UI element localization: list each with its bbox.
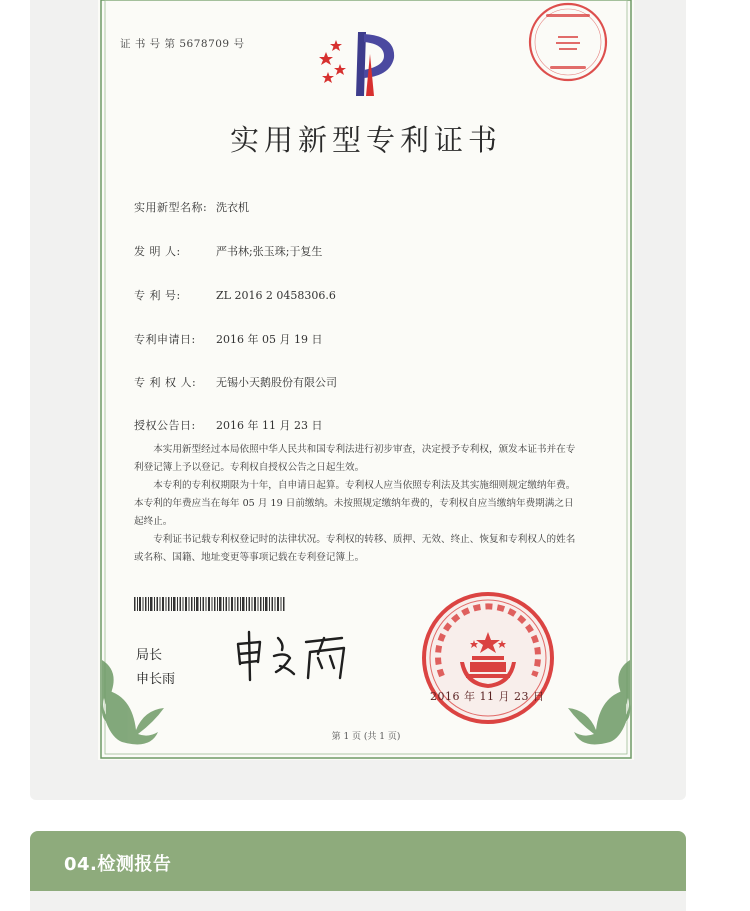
utility-model-name-label: 实用新型名称:: [134, 201, 208, 214]
certificate-body: [134, 441, 579, 567]
filing-date-label: 专利申请日:: [134, 333, 196, 346]
patent-holder: [134, 374, 337, 390]
inventor-value: 严书林;张玉珠;于复生: [216, 245, 323, 258]
director-name: 申长雨: [136, 672, 176, 687]
patent-number-value: ZL 2016 2 0458306.6: [216, 289, 336, 302]
body-paragraph: 本实用新型经过本局依照中华人民共和国专利法进行初步审查，决定授予专利权，颁发本证书并在专利登记簿上予以登记。专利权自授权公告之日起生效。: [134, 444, 576, 473]
section-content-area: [30, 891, 686, 911]
section-header-inspection-report: [30, 831, 686, 891]
inventor-label: 发 明 人:: [134, 245, 181, 258]
patent-office-logo: [314, 26, 410, 98]
body-paragraph: 本专利的专利权期限为十年，自申请日起算。专利权人应当依照专利法及其实施细则规定缴纳年费。本专利的年费应当在每年 05 月 19 日前缴纳。未按照规定缴纳年费的，专利权自应当缴纳年费期满之日起终止。: [134, 480, 576, 527]
section-title: 04.检测报告: [64, 854, 172, 875]
filing-date: [134, 331, 322, 347]
seal-date: 2016 年 11 月 23 日: [430, 690, 545, 703]
company-seal-small: [526, 0, 610, 84]
grant-announcement-date: [134, 417, 322, 433]
grant-announcement-date-value: 2016 年 11 月 23 日: [216, 419, 323, 432]
director-signature: [230, 628, 360, 682]
inventor: [134, 243, 322, 259]
utility-model-name: [134, 199, 249, 215]
grant-announcement-date-label: 授权公告日:: [134, 419, 196, 432]
national-ip-administration-seal: [420, 590, 556, 726]
filing-date-value: 2016 年 05 月 19 日: [216, 333, 323, 346]
patent-holder-value: 无锡小天鹅股份有限公司: [216, 376, 337, 389]
page-info: 第 1 页 (共 1 页): [331, 732, 401, 742]
patent-certificate: [98, 0, 634, 760]
certificate-number: 证 书 号 第 5678709 号: [120, 38, 245, 50]
certificate-title: 实用新型专利证书: [229, 123, 502, 157]
body-paragraph: 专利证书记载专利权登记时的法律状况。专利权的转移、质押、无效、终止、恢复和专利权人的姓名或名称、国籍、地址变更等事项记载在专利登记簿上。: [134, 534, 576, 563]
barcode: [134, 597, 286, 611]
utility-model-name-value: 洗衣机: [216, 201, 249, 214]
patent-number-label: 专 利 号:: [134, 289, 181, 302]
patent-holder-label: 专 利 权 人:: [134, 376, 197, 389]
director-title: 局长: [136, 648, 163, 663]
patent-number: [134, 287, 336, 303]
